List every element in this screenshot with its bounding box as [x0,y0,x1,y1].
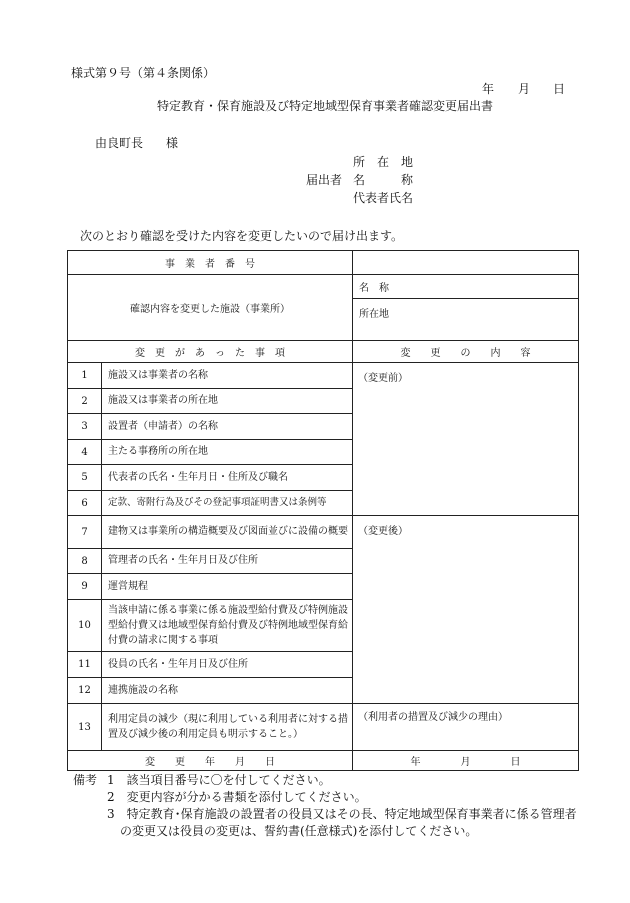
remarks-label: 備考 [73,773,98,787]
item-text: 管理者の氏名・生年月日及び住所 [102,549,353,574]
item-number[interactable]: 4 [68,440,102,465]
item-text: 建物又は事業所の構造概要及び図面並びに設備の概要 [102,516,353,549]
facility-label: 確認内容を変更した施設（事業所） [68,275,353,341]
item-text: 役員の氏名・生年月日及び住所 [102,652,353,678]
item-text: 施設又は事業者の所在地 [102,389,353,414]
item-text: 設置者（申請者）の名称 [102,414,353,440]
change-content-header: 変 更 の 内 容 [353,341,579,363]
item-number[interactable]: 7 [68,516,102,549]
change-before-field[interactable] [353,363,579,516]
item-number[interactable]: 11 [68,652,102,678]
item-number[interactable]: 10 [68,600,102,652]
change-form-table [67,250,579,771]
date-month: 月 [518,82,531,96]
form-number: 様式第９号（第４条関係） [71,66,216,80]
page-title: 特定教育・保育施設及び特定地域型保育事業者確認変更届出書 [157,99,494,113]
item-number[interactable]: 3 [68,414,102,440]
facility-name-label: 名 称 [359,283,389,294]
item-number[interactable]: 1 [68,363,102,389]
applicant-name-label: 名 称 [353,173,414,187]
item-text: 運営規程 [102,574,353,600]
change-date-label: 変 更 年 月 日 [68,751,353,771]
applicant-representative-label: 代表者氏名 [353,191,414,205]
addressee-honorific: 様 [166,136,179,150]
item-text: 利用定員の減少（現に利用している利用者に対する措置及び減少後の利用定員も明示すること。） [102,704,353,751]
remarks-note: の変更又は役員の変更は、誓約書(任意様式)を添付してください。 [120,824,478,838]
item-number[interactable]: 5 [68,465,102,491]
item-text: 代表者の氏名・生年月日・住所及び職名 [102,465,353,491]
item-number[interactable]: 6 [68,491,102,516]
item-text: 主たる事務所の所在地 [102,440,353,465]
after-label: （変更後） [358,526,408,537]
date-year: 年 [482,82,495,96]
changed-items-header: 変 更 が あ っ た 事 項 [68,341,353,363]
before-label: （変更前） [358,373,408,384]
item-number[interactable]: 9 [68,574,102,600]
change-after-field[interactable] [353,516,579,704]
intro-text: 次のとおり確認を受けた内容を変更したいので届け出ます。 [80,229,404,243]
addressee-name: 由良町長 [95,136,144,150]
date-day: 日 [553,82,566,96]
reason-label: （利用者の措置及び減少の理由） [358,712,508,723]
business-number-boxes[interactable] [353,251,579,275]
remarks-note: 2 変更内容が分かる書類を添付してください。 [107,790,367,804]
item-number[interactable]: 8 [68,549,102,574]
item-text: 施設又は事業者の名称 [102,363,353,389]
item-text: 当該申請に係る事業に係る施設型給付費及び特例施設型給付費又は地域型保育給付費及び特例地域型保育給付費の請求に関する事項 [102,600,353,652]
business-number-label: 事 業 者 番 号 [68,251,353,275]
applicant-address-label: 所 在 地 [353,155,414,169]
facility-address-field[interactable] [353,299,579,341]
facility-address-label: 所在地 [359,309,389,320]
item-number[interactable]: 2 [68,389,102,414]
reason-field[interactable] [353,704,579,751]
remarks-note: 3 特定教育･保育施設の設置者の役員又はその長、特定地域型保育事業者に係る管理者 [107,807,577,821]
item-text: 連携施設の名称 [102,678,353,704]
remarks-note: 1 該当項目番号に〇を付してください。 [107,773,331,787]
applicant-label: 届出者 [306,173,343,187]
facility-name-field[interactable] [353,275,579,299]
item-number[interactable]: 12 [68,678,102,704]
item-text: 定款、寄附行為及びその登記事項証明書又は条例等 [102,491,353,516]
change-date-field[interactable]: 年 月 日 [353,751,579,771]
item-number[interactable]: 13 [68,704,102,751]
